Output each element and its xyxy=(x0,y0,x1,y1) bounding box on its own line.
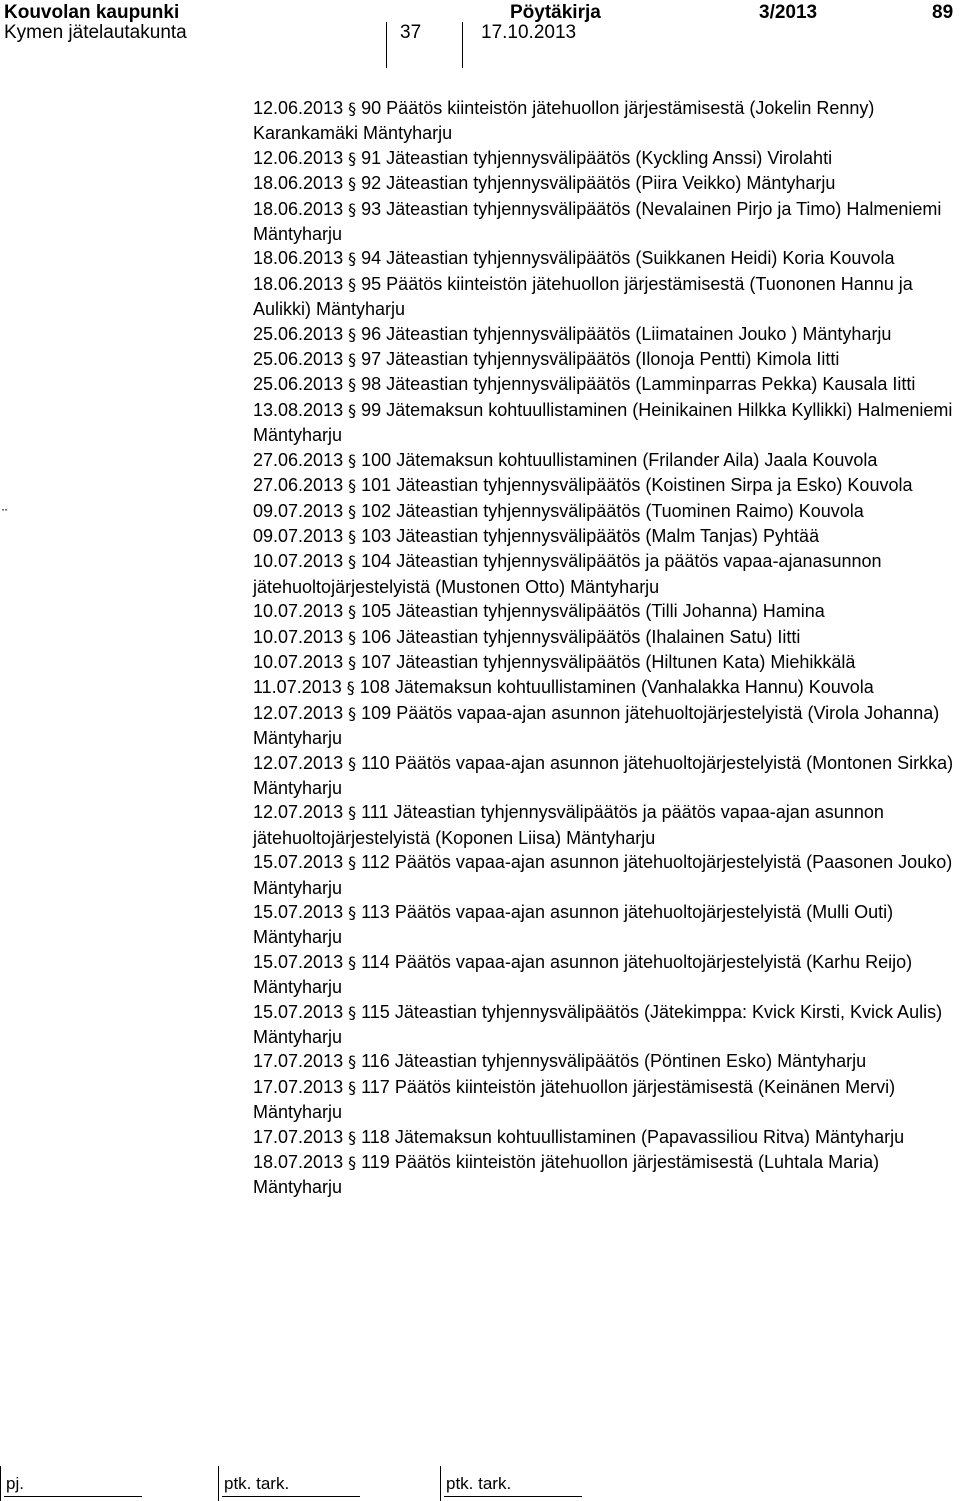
entry-date: 10.07.2013 xyxy=(253,601,344,622)
entry-date: 15.07.2013 xyxy=(253,1001,344,1022)
header-divider-right xyxy=(462,22,463,68)
entry-date: 12.07.2013 xyxy=(253,802,344,823)
entry-number: 93 xyxy=(361,198,382,219)
section-symbol: § xyxy=(348,1153,357,1173)
entry-number: 99 xyxy=(361,399,382,420)
section-symbol: § xyxy=(348,1077,357,1097)
section-symbol: § xyxy=(348,99,357,118)
entry-title: Jäteastian tyhjennysvälipäätös (Malm Tanjas) Pyhtää xyxy=(396,525,820,546)
entry-title: Jäteastian tyhjennysvälipäätös ja päätös vapaa-ajanasunnon jätehuoltojärjestelyistä (Mustonen Otto) Mäntyharju xyxy=(253,551,882,597)
decision-entry xyxy=(253,146,958,171)
entry-date: 12.06.2013 xyxy=(253,98,344,118)
decision-entry xyxy=(253,272,958,322)
section-symbol: § xyxy=(348,652,357,672)
examiner-1-signature-line xyxy=(222,1496,360,1497)
decision-entry xyxy=(253,171,958,196)
entry-number: 101 xyxy=(361,475,392,496)
section-symbol: § xyxy=(348,324,357,344)
decision-entry xyxy=(253,1049,958,1074)
decision-entry xyxy=(253,900,958,950)
entry-number: 117 xyxy=(361,1076,390,1097)
entry-date: 15.07.2013 xyxy=(253,951,344,972)
chair-initials-label: pj. xyxy=(6,1474,24,1493)
entry-date: 25.06.2013 xyxy=(253,349,344,370)
section-symbol: § xyxy=(348,249,357,269)
entry-title: Jäteastian tyhjennysvälipäätös (Lamminparras Pekka) Kausala Iitti xyxy=(386,374,916,395)
entry-title: Päätös vapaa-ajan asunnon jätehuoltojärjestelyistä (Montonen Sirkka) Mäntyharju xyxy=(253,752,954,798)
committee-name: Kymen jätelautakunta xyxy=(4,22,187,43)
page-number: 89 xyxy=(932,2,954,23)
section-symbol: § xyxy=(348,952,357,972)
entry-title: Jäteastian tyhjennysvälipäätös (Hiltunen Kata) Miehikkälä xyxy=(396,651,856,672)
entry-title: Päätös kiinteistön jätehuollon järjestämisestä (Keinänen Mervi) Mäntyharju xyxy=(253,1076,896,1123)
entry-number: 94 xyxy=(361,248,382,269)
examiner-2-signature-line xyxy=(444,1496,582,1497)
entry-title: Jätemaksun kohtuullistaminen (Vanhalakka Hannu) Kouvola xyxy=(394,677,874,698)
entry-title: Jätemaksun kohtuullistaminen (Papavassiliou Ritva) Mäntyharju xyxy=(394,1126,905,1147)
section-symbol: § xyxy=(348,501,357,521)
footer-divider-1 xyxy=(0,1466,1,1501)
decision-entry xyxy=(253,322,958,347)
section-symbol: § xyxy=(348,703,357,723)
entry-date: 10.07.2013 xyxy=(253,651,344,672)
entry-title: Jäteastian tyhjennysvälipäätös (Kyckling Anssi) Virolahti xyxy=(386,147,833,168)
entry-date: 12.06.2013 xyxy=(253,147,344,168)
section-symbol: § xyxy=(348,1052,357,1072)
section-symbol: § xyxy=(348,350,357,370)
section-symbol: § xyxy=(348,903,357,922)
entry-date: 25.06.2013 xyxy=(253,374,344,395)
entry-number: 109 xyxy=(361,702,392,723)
entry-date: 15.07.2013 xyxy=(253,902,344,922)
entry-number: 100 xyxy=(361,449,392,470)
entry-title: Jätemaksun kohtuullistaminen (Heinikainen Hilkka Kyllikki) Halmeniemi Mäntyharju xyxy=(253,399,953,446)
entry-number: 98 xyxy=(361,374,382,395)
entry-date: 10.07.2013 xyxy=(253,551,344,572)
decision-entry xyxy=(253,499,958,524)
entry-date: 17.07.2013 xyxy=(253,1076,344,1097)
entry-number: 102 xyxy=(361,500,392,521)
entry-number: 118 xyxy=(361,1126,390,1147)
entry-title: Päätös kiinteistön jätehuollon järjestämisestä (Luhtala Maria) Mäntyharju xyxy=(253,1152,880,1198)
entry-number: 115 xyxy=(361,1001,390,1022)
entry-number: 110 xyxy=(361,752,390,773)
section-symbol: § xyxy=(348,1002,357,1022)
section-symbol: § xyxy=(348,627,357,647)
entry-title: Jäteastian tyhjennysvälipäätös (Piira Veikko) Mäntyharju xyxy=(386,173,836,194)
decision-entry xyxy=(253,751,958,801)
entry-number: 92 xyxy=(361,173,382,194)
entry-number: 106 xyxy=(361,626,392,647)
entry-title: Päätös vapaa-ajan asunnon jätehuoltojärjestelyistä (Karhu Reijo) Mäntyharju xyxy=(253,951,913,998)
entry-date: 18.06.2013 xyxy=(253,248,344,269)
entry-number: 112 xyxy=(361,852,390,873)
entry-title: Jäteastian tyhjennysvälipäätös ja päätös vapaa-ajan asunnon jätehuoltojärjestelyistä (Koponen Liisa) Mäntyharju xyxy=(253,802,884,848)
entry-number: 91 xyxy=(361,147,382,168)
entry-title: Jäteastian tyhjennysvälipäätös (Suikkanen Heidi) Koria Kouvola xyxy=(386,248,895,269)
entry-title: Jäteastian tyhjennysvälipäätös (Liimatainen Jouko ) Mäntyharju xyxy=(386,323,892,344)
entry-title: Päätös kiinteistön jätehuollon järjestämisestä (Jokelin Renny) Karankamäki Mäntyharju xyxy=(253,98,875,144)
section-symbol: § xyxy=(348,148,357,168)
decision-entry xyxy=(253,448,958,473)
entry-title: Jäteastian tyhjennysvälipäätös (Tuominen Raimo) Kouvola xyxy=(396,500,864,521)
decision-entry xyxy=(253,650,958,675)
footer-divider-2 xyxy=(218,1466,219,1501)
decision-entry xyxy=(253,800,958,850)
entry-number: 114 xyxy=(361,951,390,972)
decision-entry xyxy=(253,1150,958,1200)
entry-date: 15.07.2013 xyxy=(253,852,344,873)
decision-entry xyxy=(253,599,958,624)
examiner-2-initials-label: ptk. tark. xyxy=(446,1474,512,1493)
entry-number: 107 xyxy=(361,651,392,672)
decision-entry xyxy=(253,473,958,498)
entry-date: 13.08.2013 xyxy=(253,399,344,420)
entry-date: 09.07.2013 xyxy=(253,500,344,521)
entry-number: 105 xyxy=(361,601,392,622)
entry-number: 119 xyxy=(361,1152,390,1173)
section-symbol: § xyxy=(348,602,357,622)
entry-number: 97 xyxy=(361,349,382,370)
decision-entry xyxy=(253,850,958,900)
decision-entry xyxy=(253,524,958,549)
section-symbol: § xyxy=(348,375,357,395)
decision-entry xyxy=(253,398,958,448)
decision-entry xyxy=(253,96,958,146)
entry-number: 103 xyxy=(361,525,392,546)
chair-signature-line xyxy=(4,1496,142,1497)
decision-entry xyxy=(253,197,958,247)
entry-date: 18.06.2013 xyxy=(253,198,344,219)
org-name: Kouvolan kaupunki xyxy=(4,2,180,23)
header-divider-left xyxy=(386,22,387,68)
entry-title: Jäteastian tyhjennysvälipäätös (Koistinen Sirpa ja Esko) Kouvola xyxy=(396,475,913,496)
entry-date: 27.06.2013 xyxy=(253,475,344,496)
entry-date: 12.07.2013 xyxy=(253,702,344,723)
entry-title: Päätös kiinteistön jätehuollon järjestämisestä (Tuononen Hannu ja Aulikki) Mäntyharju xyxy=(253,273,913,320)
decision-entry xyxy=(253,1075,958,1125)
examiner-1-initials-label: ptk. tark. xyxy=(224,1474,290,1493)
decision-entry xyxy=(253,1000,958,1050)
decision-entry xyxy=(253,246,958,271)
section-number: 37 xyxy=(400,22,422,43)
entry-title: Jätemaksun kohtuullistaminen (Frilander Aila) Jaala Kouvola xyxy=(396,449,878,470)
entry-number: 113 xyxy=(361,902,390,922)
entry-title: Päätös vapaa-ajan asunnon jätehuoltojärjestelyistä (Mulli Outi) Mäntyharju xyxy=(253,902,894,948)
entry-title: Päätös vapaa-ajan asunnon jätehuoltojärjestelyistä (Virola Johanna) Mäntyharju xyxy=(253,702,940,749)
entry-date: 09.07.2013 xyxy=(253,525,344,546)
entry-number: 116 xyxy=(361,1051,390,1072)
section-symbol: § xyxy=(348,753,357,773)
entry-date: 10.07.2013 xyxy=(253,626,344,647)
section-symbol: § xyxy=(348,803,357,823)
doc-number: 3/2013 xyxy=(759,2,818,23)
entry-number: 90 xyxy=(361,98,382,118)
section-symbol: § xyxy=(348,450,357,470)
section-symbol: § xyxy=(348,1127,357,1147)
section-symbol: § xyxy=(348,552,357,572)
section-symbol: § xyxy=(346,678,355,698)
entry-date: 17.07.2013 xyxy=(253,1051,344,1072)
entry-number: 104 xyxy=(361,551,392,572)
section-symbol: § xyxy=(348,853,357,873)
meeting-date: 17.10.2013 xyxy=(481,22,577,43)
entry-date: 25.06.2013 xyxy=(253,323,344,344)
entry-title: Jäteastian tyhjennysvälipäätös (Ilonoja Pentti) Kimola Iitti xyxy=(386,349,840,370)
section-symbol: § xyxy=(348,476,357,496)
entry-title: Jäteastian tyhjennysvälipäätös (Nevalainen Pirjo ja Timo) Halmeniemi Mäntyharju xyxy=(253,198,942,245)
section-symbol: § xyxy=(348,274,357,294)
section-symbol: § xyxy=(348,174,357,194)
decision-entry xyxy=(253,1125,958,1150)
entry-title: Jäteastian tyhjennysvälipäätös (Ihalainen Satu) Iitti xyxy=(396,626,801,647)
decision-entry xyxy=(253,701,958,751)
doc-type: Pöytäkirja xyxy=(510,2,601,23)
entry-date: 17.07.2013 xyxy=(253,1126,344,1147)
entry-title: Jäteastian tyhjennysvälipäätös (Jätekimppa: Kvick Kirsti, Kvick Aulis) Mäntyharju xyxy=(253,1001,943,1048)
entry-date: 27.06.2013 xyxy=(253,449,344,470)
decision-list xyxy=(253,96,958,1200)
section-symbol: § xyxy=(348,199,357,219)
entry-title: Päätös vapaa-ajan asunnon jätehuoltojärjestelyistä (Paasonen Jouko) Mäntyharju xyxy=(253,852,953,898)
entry-date: 18.06.2013 xyxy=(253,173,344,194)
decision-entry xyxy=(253,625,958,650)
entry-number: 96 xyxy=(361,323,382,344)
entry-date: 11.07.2013 xyxy=(253,677,342,698)
decision-entry xyxy=(253,675,958,700)
entry-date: 12.07.2013 xyxy=(253,752,344,773)
decision-entry xyxy=(253,372,958,397)
entry-number: 95 xyxy=(361,273,382,294)
entry-title: Jäteastian tyhjennysvälipäätös (Pöntinen Esko) Mäntyharju xyxy=(394,1051,867,1072)
entry-title: Jäteastian tyhjennysvälipäätös (Tilli Johanna) Hamina xyxy=(396,601,825,622)
footer-divider-3 xyxy=(440,1466,441,1501)
section-symbol: § xyxy=(348,400,357,420)
decision-entry xyxy=(253,347,958,372)
section-symbol: § xyxy=(348,526,357,546)
decision-entry xyxy=(253,549,958,599)
entry-number: 108 xyxy=(359,677,390,698)
entry-date: 18.07.2013 xyxy=(253,1152,344,1173)
entry-date: 18.06.2013 xyxy=(253,273,344,294)
margin-mark: ¨ xyxy=(2,507,8,524)
decision-entry xyxy=(253,950,958,1000)
entry-number: 111 xyxy=(361,802,389,823)
